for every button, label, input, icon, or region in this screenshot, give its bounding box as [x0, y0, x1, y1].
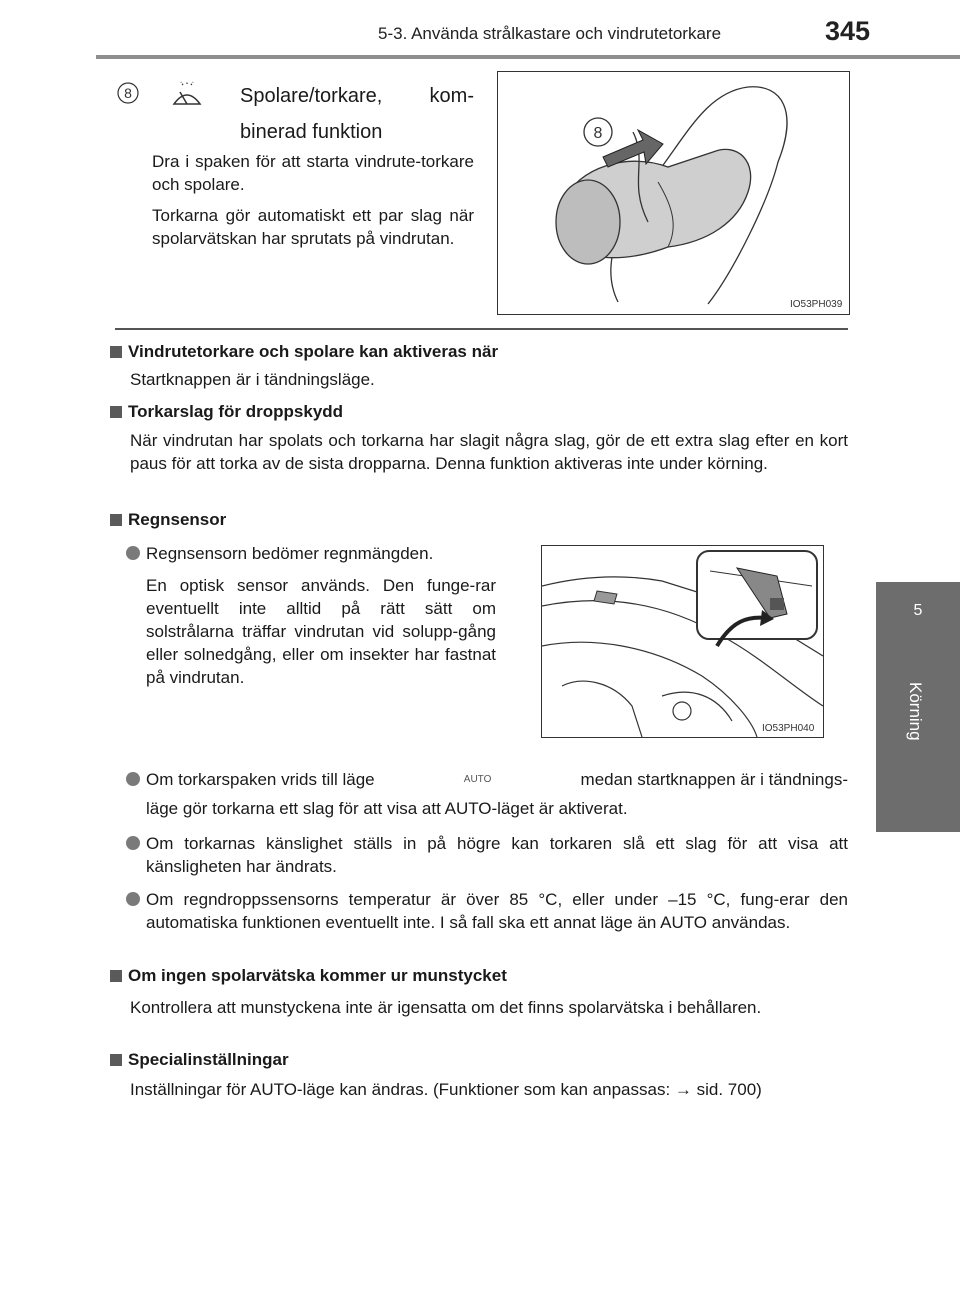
running-header-section: 5-3. Använda strålkastare och vindrutetorkare [378, 24, 722, 43]
svg-text:8: 8 [124, 85, 132, 101]
rain-sensor-drawing [542, 546, 823, 737]
chapter-tab [876, 582, 960, 832]
item-title-word2: kom- [429, 85, 474, 107]
paragraph-activation: Startknappen är i tändningsläge. [130, 370, 375, 389]
bullet-temperature: Om regndroppssensorns temperatur är över 85 °C, eller under –15 °C, fung-erar den automatiska funktionen eventuellt inte. I så fall ska ett annat läge än AUTO användas. [146, 888, 848, 934]
wiper-lever-illustration [497, 71, 850, 315]
image-code-2: IO53PH040 [762, 723, 815, 734]
paragraph-auto-mode: läge gör torkarna ett slag för att visa att AUTO-läget är aktiverat. [146, 799, 628, 818]
wiper-lever-drawing [498, 72, 849, 314]
svg-text:8: 8 [593, 125, 603, 142]
item-title-word1: Spolare/torkare, [240, 85, 383, 107]
heading-activation: Vindrutetorkare och spolare kan aktiveras när [110, 342, 498, 362]
page-number: 345 [825, 16, 871, 46]
paragraph-rain-sensor: En optisk sensor används. Den funge-rar eventuellt inte alltid på rätt sätt om solstrålarna träffar vindrutan vid solupp-gång eller solnedgång, eller om insekter har fastnat på vindrutan. [146, 576, 496, 687]
item-title [240, 78, 474, 150]
header-rule [96, 55, 960, 59]
washer-wiper-icon [170, 80, 204, 108]
chapter-number: 5 [913, 602, 923, 619]
item-number-circle [117, 82, 139, 104]
bullet-rain-sensor: Regnsensorn bedömer regnmängden. [146, 542, 496, 565]
heading-no-washer-fluid: Om ingen spolarvätska kommer ur munstycket [110, 966, 507, 986]
item-paragraph-1: Dra i spaken för att starta vindrute-torkare och spolare. [152, 152, 474, 194]
heading-special-settings: Specialinställningar [110, 1050, 289, 1070]
bullet-auto-mode: Om torkarspaken vrids till läge AUTO medan startknappen är i tändnings- [146, 768, 848, 791]
paragraph-no-washer-fluid: Kontrollera att munstyckena inte är igensatta om det finns spolarvätska i behållaren. [130, 998, 762, 1017]
auto-symbol: AUTO [463, 774, 492, 785]
heading-drip-protection: Torkarslag för droppskydd [110, 402, 343, 422]
image-code-1: IO53PH039 [790, 299, 843, 310]
item-paragraph-2: Torkarna gör automatiskt ett par slag när spolarvätskan har sprutats på vindrutan. [152, 206, 474, 248]
chapter-label: Körning [906, 682, 925, 741]
item-title-line2: binerad funktion [240, 121, 383, 143]
paragraph-drip-protection: När vindrutan har spolats och torkarna har slagit några slag, gör de ett extra slag efter en kort paus för att torka av de sista dropparna. Denna funktion aktiveras inte under körning. [130, 431, 848, 473]
paragraph-special-settings: Inställningar för AUTO-läge kan ändras. (Funktioner som kan anpassas: → sid. 700) [130, 1080, 762, 1099]
section-separator [115, 328, 848, 330]
bullet-sensitivity: Om torkarnas känslighet ställs in på högre kan torkaren slå ett slag för att visa att känsligheten har ändrats. [146, 832, 848, 878]
heading-rain-sensor: Regnsensor [110, 510, 226, 530]
rain-sensor-illustration [541, 545, 824, 738]
